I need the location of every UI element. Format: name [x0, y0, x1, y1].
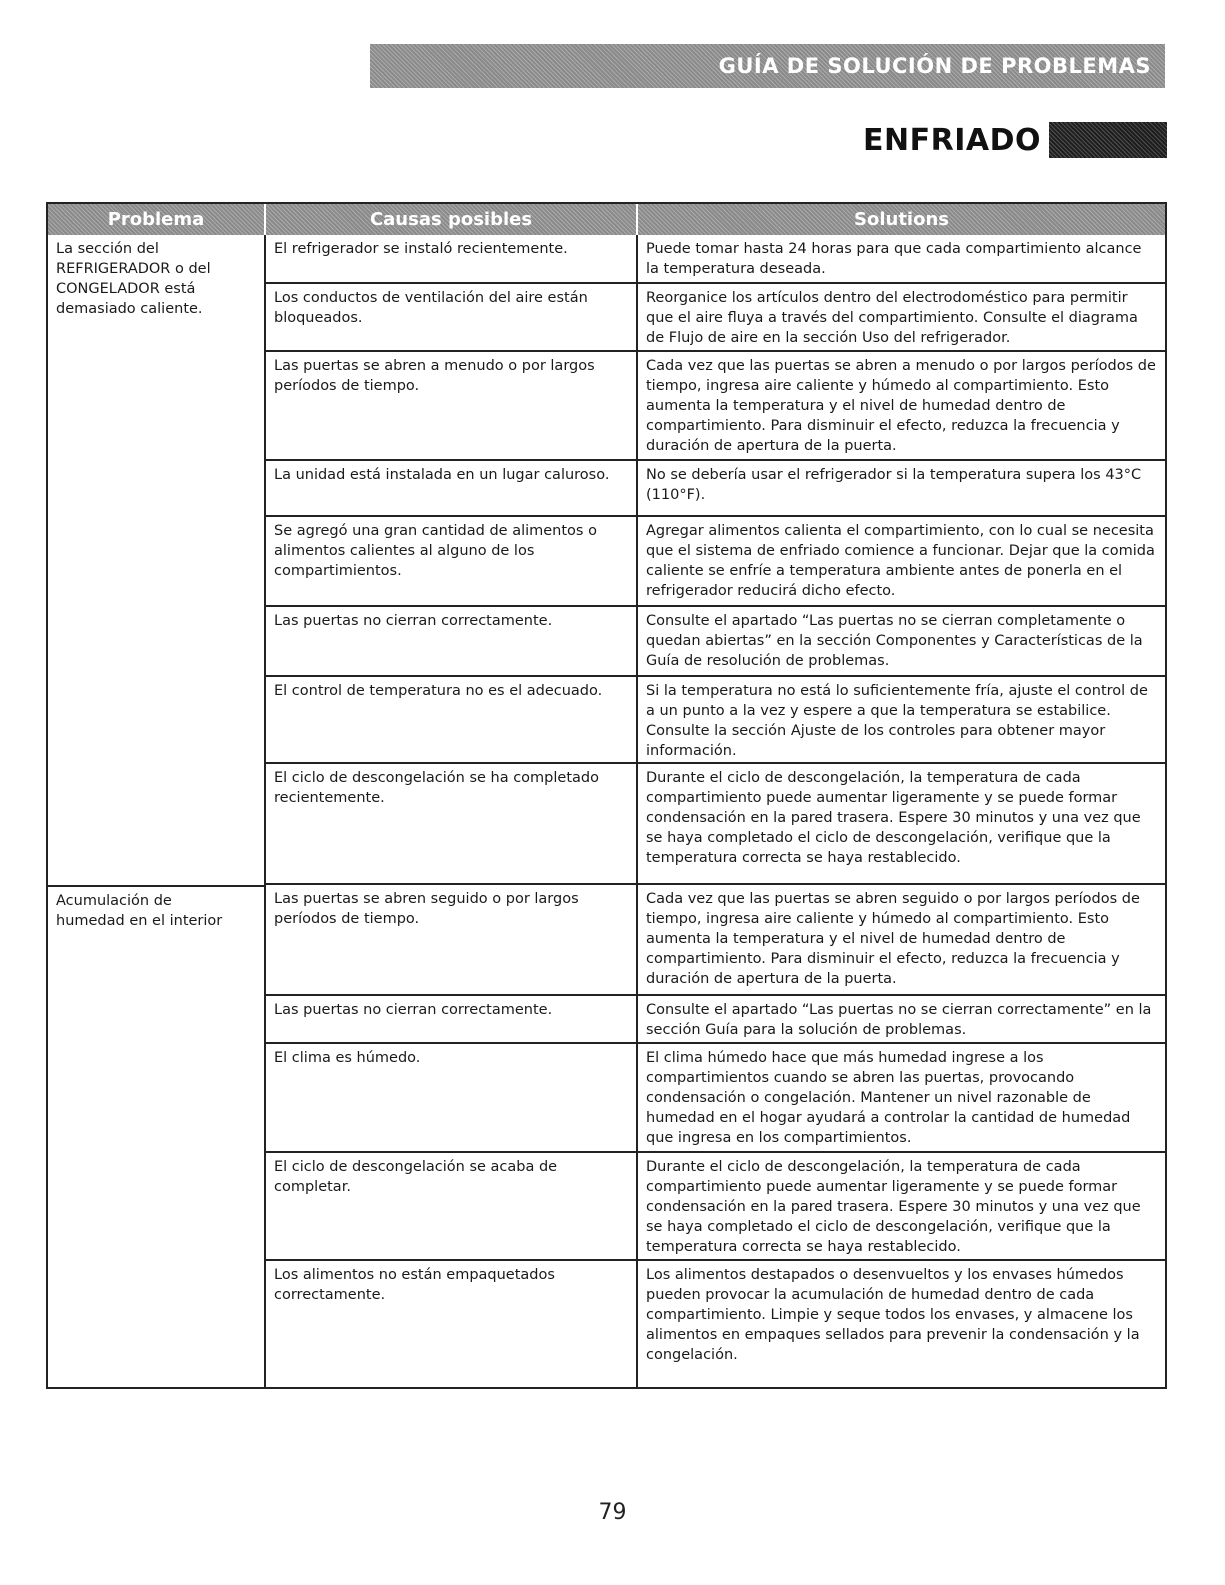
cause-cell: Los alimentos no están empaquetados correctamente. [266, 1261, 638, 1387]
cause-cell: Se agregó una gran cantidad de alimentos o alimentos calientes al alguno de los compartimientos. [266, 517, 638, 605]
table-row [266, 885, 1165, 996]
cause-cell: Las puertas no cierran correctamente. [266, 607, 638, 675]
table-row [266, 235, 1165, 284]
table-row [266, 284, 1165, 352]
column-header-causes: Causas posibles [266, 204, 638, 235]
table-row [266, 677, 1165, 764]
problem-column [48, 235, 266, 1387]
solution-cell: El clima húmedo hace que más humedad ingrese a los compartimientos cuando se abren las puertas, provocando condensación o congelación. Mantener un nivel razonable de humedad en el hogar ayudará a controlar la cantidad de humedad que ingresa en los compartimientos. [646, 1050, 1131, 1146]
table-row [266, 1261, 1165, 1387]
solution-cell: Los alimentos destapados o desenvueltos y los envases húmedos pueden provocar la acumulación de humedad dentro de cada compartimiento. Limpie y seque todos los envases, y almacene los alimentos en empaques sellados para prevenir la condensación y la congelación. [646, 1267, 1140, 1363]
page-number: 79 [598, 1500, 627, 1525]
solution-cell: Si la temperatura no está lo suficientemente fría, ajuste el control de a un punto a la vez y espere a que la temperatura se estabilice. Consulte la sección Ajuste de los controles para obtener mayor información. [646, 683, 1148, 759]
cause-cell: El refrigerador se instaló recientemente. [266, 235, 638, 282]
column-header-solutions: Solutions [638, 204, 1165, 235]
cause-cell: Las puertas se abren seguido o por largos períodos de tiempo. [266, 885, 638, 994]
cause-cell: El ciclo de descongelación se ha completado recientemente. [266, 764, 638, 883]
problem-cell-moisture: Acumulación de humedad en el interior [48, 885, 264, 1387]
solution-cell: No se debería usar el refrigerador si la temperatura supera los 43°C (110°F). [646, 467, 1142, 503]
table-row [266, 996, 1165, 1044]
problem-cell-warm: La sección del REFRIGERADOR o del CONGELADOR está demasiado caliente. [56, 241, 211, 317]
table-row [266, 607, 1165, 677]
table-row [266, 352, 1165, 461]
cause-cell: Los conductos de ventilación del aire están bloqueados. [266, 284, 638, 350]
cause-cell: El control de temperatura no es el adecuado. [266, 677, 638, 762]
banner-title: GUÍA DE SOLUCIÓN DE PROBLEMAS [718, 54, 1151, 78]
cause-solution-rows [266, 235, 1165, 1387]
solution-cell: Agregar alimentos calienta el compartimiento, con lo cual se necesita que el sistema de enfriado comience a funcionar. Dejar que la comida caliente se enfríe a temperatura ambiente antes de ponerla en el refrigerador reducirá dicho efecto. [646, 523, 1155, 599]
section-heading [863, 122, 1167, 158]
cause-cell: El ciclo de descongelación se acaba de completar. [266, 1153, 638, 1259]
troubleshooting-table [46, 202, 1167, 1389]
table-header [48, 204, 1165, 235]
section-title: ENFRIADO [863, 122, 1041, 158]
solution-cell: Puede tomar hasta 24 horas para que cada compartimiento alcance la temperatura deseada. [646, 241, 1142, 277]
section-marker-block [1049, 122, 1167, 158]
table-row [266, 1044, 1165, 1153]
table-row [266, 764, 1165, 885]
table-row [266, 517, 1165, 607]
cause-cell: Las puertas no cierran correctamente. [266, 996, 638, 1042]
guide-banner [370, 44, 1165, 88]
cause-cell: Las puertas se abren a menudo o por largos períodos de tiempo. [266, 352, 638, 459]
column-header-problem: Problema [48, 204, 266, 235]
cause-cell: La unidad está instalada en un lugar caluroso. [266, 461, 638, 515]
table-row [266, 461, 1165, 517]
cause-cell: El clima es húmedo. [266, 1044, 638, 1151]
table-row [266, 1153, 1165, 1261]
solution-cell: Consulte el apartado “Las puertas no se cierran completamente o quedan abiertas” en la sección Componentes y Características de la Guía de resolución de problemas. [646, 613, 1143, 669]
solution-cell: Reorganice los artículos dentro del electrodoméstico para permitir que el aire fluya a través del compartimiento. Consulte el diagrama de Flujo de aire en la sección Uso del refrigerador. [646, 290, 1138, 346]
solution-cell: Consulte el apartado “Las puertas no se cierran correctamente” en la sección Guía para la solución de problemas. [646, 1002, 1152, 1038]
solution-cell: Cada vez que las puertas se abren seguido o por largos períodos de tiempo, ingresa aire caliente y húmedo al compartimiento. Esto aumenta la temperatura y el nivel de humedad dentro de compartimiento. Para disminuir el efecto, reduzca la frecuencia y duración de apertura de la puerta. [646, 891, 1140, 987]
solution-cell: Durante el ciclo de descongelación, la temperatura de cada compartimiento puede aumentar ligeramente y se puede formar condensación en la pared trasera. Espere 30 minutos y una vez que se haya completado el ciclo de descongelación, verifique que la temperatura correcta se haya restablecido. [646, 1159, 1141, 1255]
solution-cell: Cada vez que las puertas se abren a menudo o por largos períodos de tiempo, ingresa aire caliente y húmedo al compartimiento. Esto aumenta la temperatura y el nivel de humedad dentro de compartimiento. Para disminuir el efecto, reduzca la frecuencia y duración de apertura de la puerta. [646, 358, 1156, 454]
solution-cell: Durante el ciclo de descongelación, la temperatura de cada compartimiento puede aumentar ligeramente y se puede formar condensación en la pared trasera. Espere 30 minutos y una vez que se haya completado el ciclo de descongelación, verifique que la temperatura correcta se haya restablecido. [646, 770, 1141, 866]
table-body [48, 235, 1165, 1387]
